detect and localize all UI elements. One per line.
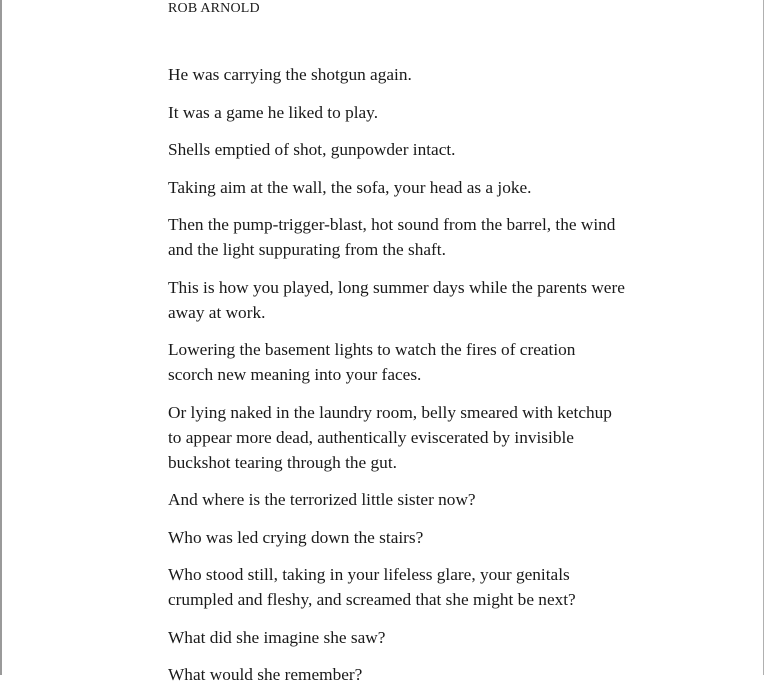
poem-stanza (168, 100, 625, 125)
poem-line: Shells emptied of shot, gunpowder intact. (168, 140, 456, 159)
poem-line: buckshot tearing through the gut. (168, 452, 397, 472)
poem-stanza (168, 487, 625, 512)
poem-line: Who stood still, taking in your lifeless glare, your genitals (168, 565, 570, 584)
poem-line: This is how you played, long summer days while the parents were (168, 277, 625, 297)
poem-line: crumpled and fleshy, and screamed that she might be next? (168, 590, 576, 609)
poem-line: Taking aim at the wall, the sofa, your head as a joke. (168, 177, 532, 197)
poem-body (168, 62, 625, 700)
poem-stanza (168, 525, 625, 550)
page-border-left (0, 0, 2, 675)
poem-line: It was a game he liked to play. (168, 102, 379, 122)
poem-stanza (168, 62, 625, 87)
poem-line: Then the pump-trigger-blast, hot sound from the barrel, the wind (168, 215, 616, 234)
poem-line: What did she imagine she saw? (168, 627, 386, 647)
poem-line: scorch new meaning into your faces. (168, 365, 422, 384)
poem-stanza (168, 275, 625, 325)
poem-stanza (168, 400, 625, 475)
poem-line: What would she remember? (168, 665, 363, 684)
poem-line: away at work. (168, 302, 266, 322)
poem-line: Who was led crying down the stairs? (168, 527, 424, 547)
poem-stanza (168, 175, 625, 200)
poem-stanza (168, 212, 625, 262)
poem-line: to appear more dead, authentically eviscerated by invisible (168, 427, 574, 447)
poem-line: And where is the terrorized little sister now? (168, 490, 476, 509)
poem-line: and the light suppurating from the shaft. (168, 240, 446, 259)
poem-stanza (168, 625, 625, 650)
poem-line: He was carrying the shotgun again. (168, 65, 412, 84)
running-header-author: ROB ARNOLD (168, 1, 260, 16)
poem-line: Lowering the basement lights to watch the fires of creation (168, 340, 576, 359)
poem-stanza (168, 337, 625, 387)
poem-line: Or lying naked in the laundry room, belly smeared with ketchup (168, 402, 612, 422)
poem-stanza (168, 137, 625, 162)
page-border-right (763, 0, 764, 675)
poem-stanza (168, 562, 625, 612)
